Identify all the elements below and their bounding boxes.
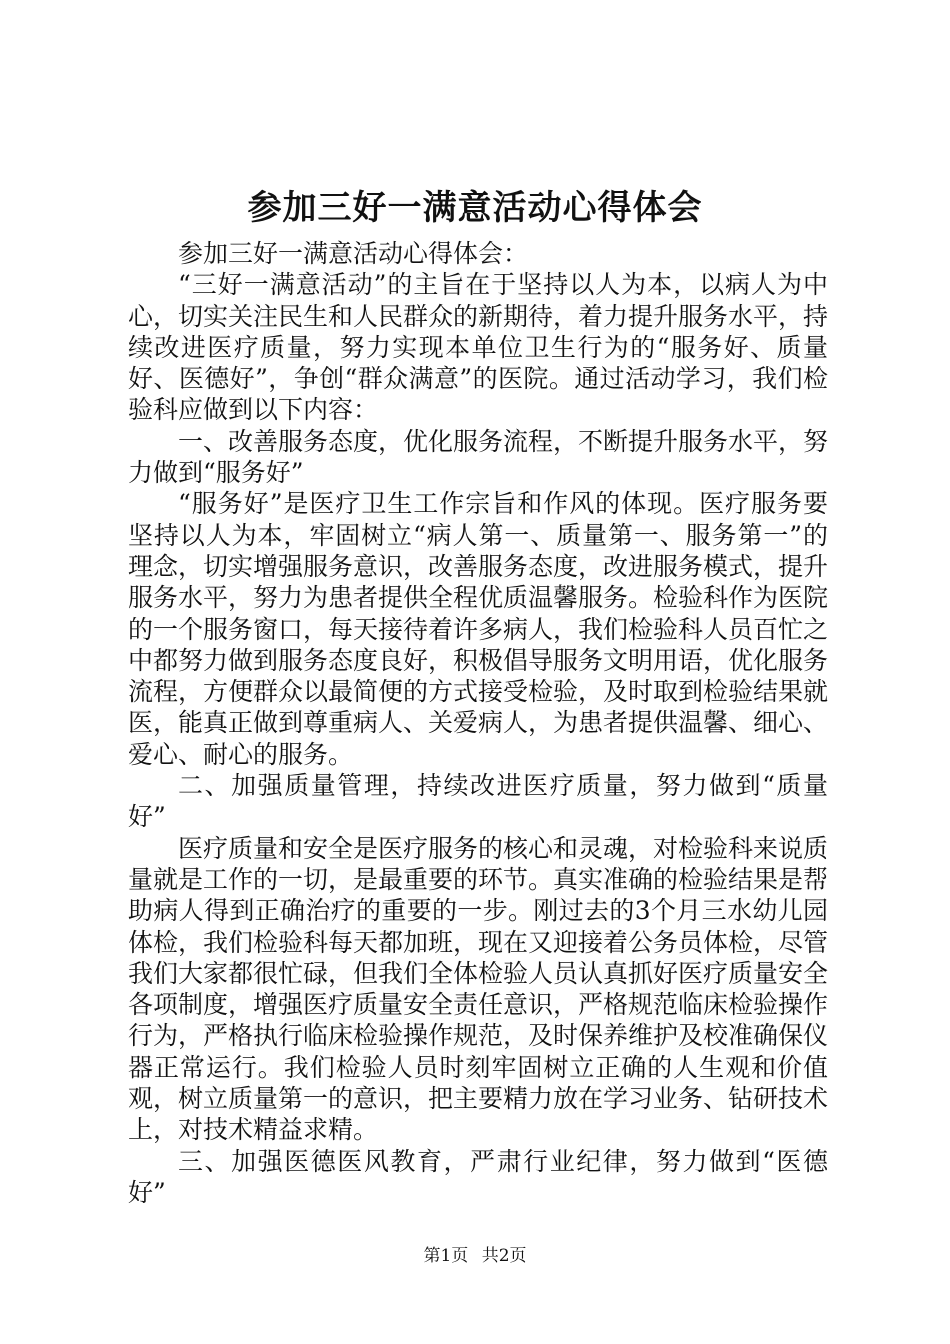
page-footer [0,1244,950,1268]
paragraph-purpose: “三好一满意活动”的主旨在于坚持以人为本，以病人为中心，切实关注民生和人民群众的新期待，着力提升服务水平，持续改进医疗质量，努力实现本单位卫生行为的“服务好、质量好、医德好”，争创“群众满意”的医院。通过活动学习，我们检验科应做到以下内容： [128,270,829,425]
page-total: 共2页 [481,1246,527,1266]
page-number: 第1页 [423,1246,469,1266]
section-heading-ethics: 三、加强医德医风教育，严肃行业纪律，努力做到“医德好” [128,1146,828,1207]
paragraph-service: “服务好”是医疗卫生工作宗旨和作风的体现。医疗服务要坚持以人为本，牢固树立“病人第一、质量第一、服务第一”的理念，切实增强服务意识，改善服务态度，改进服务模式，提升服务水平，努力为患者提供全程优质温馨服务。检验科作为医院的一个服务窗口，每天接待着许多病人，我们检验科人员百忙之中都努力做到服务态度良好，积极倡导服务文明用语，优化服务流程，方便群众以最简便的方式接受检验，及时取到检验结果就医，能真正做到尊重病人、关爱病人，为患者提供温馨、细心、爱心、耐心的服务。 [128,489,829,769]
paragraph-quality: 医疗质量和安全是医疗服务的核心和灵魂，对检验科来说质量就是工作的一切，是最重要的环节。真实准确的检验结果是帮助病人得到正确治疗的重要的一步。刚过去的3个月三水幼儿园体检，我们检验科每天都加班，现在又迎接着公务员体检，尽管我们大家都很忙碌，但我们全体检验人员认真抓好医疗质量安全各项制度，增强医疗质量安全责任意识，严格规范临床检验操作行为，严格执行临床检验操作规范，及时保养维护及校准确保仪器正常运行。我们检验人员时刻牢固树立正确的人生观和价值观，树立质量第一的意识，把主要精力放在学习业务、钻研技术上，对技术精益求精。 [128,833,829,1145]
section-heading-service: 一、改善服务态度，优化服务流程，不断提升服务水平，努力做到“服务好” [128,426,829,488]
document-title: 参加三好一满意活动心得体会 [247,188,703,228]
section-heading-quality: 二、加强质量管理，持续改进医疗质量，努力做到“质量好” [128,771,828,832]
paragraph-intro: 参加三好一满意活动心得体会： [178,239,529,268]
document-body [128,238,828,1208]
